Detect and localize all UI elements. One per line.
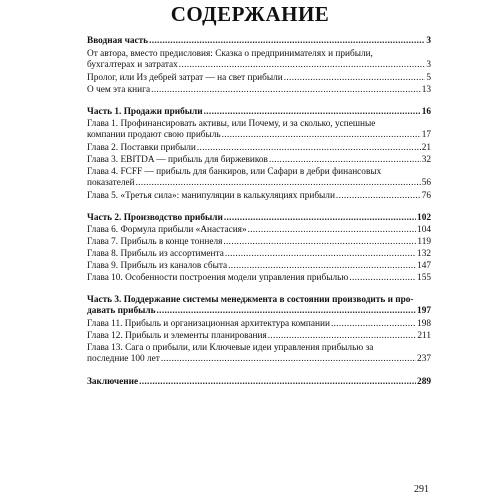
dot-leader: [284, 73, 426, 84]
dot-leader: [157, 306, 417, 317]
dot-leader: [349, 273, 416, 284]
dot-leader: [222, 130, 421, 141]
dot-leader: [225, 249, 416, 260]
page-title: СОДЕРЖАНИЕ: [170, 2, 330, 26]
dot-leader: [269, 155, 421, 166]
toc-entry-about-book: О чем эта книга . . . 13: [87, 85, 431, 96]
dot-leader: [197, 143, 421, 154]
toc-entry-chapter-13: Глава 13. Сага о прибыли, или Ключевые идеи управления прибылью за последние 100 лет . . . 237: [87, 343, 431, 365]
toc-entry-chapter-12: Глава 12. Прибыль и элементы планирования . . . 211: [87, 331, 431, 342]
toc-entry-chapter-4: Глава 4. FCFF — прибыль для банкиров, или Сафари в дебри финансовых показателей . . . 56: [87, 167, 431, 189]
dot-leader: [161, 354, 416, 365]
dot-leader: [336, 191, 421, 202]
toc-entry-conclusion: Заключение . . . 289: [87, 377, 431, 388]
toc-entry-chapter-3: Глава 3. EBITDA — прибыль для биржевиков . . . 32: [87, 155, 431, 166]
dot-leader: [179, 60, 426, 71]
toc-entry-author-foreword: От автора, вместо предисловия: Сказка о предпринимателях и прибыли, бухгалтерах и затратах . . . 3: [87, 49, 431, 71]
page-number: 291: [414, 484, 429, 495]
dot-leader: [139, 377, 416, 388]
dot-leader: [136, 178, 421, 189]
toc-entry-part-2: Часть 2. Производство прибыли . . . 102: [87, 213, 431, 224]
toc-entry-intro: Вводная часть . . . 3: [87, 36, 431, 47]
dot-leader: [149, 36, 425, 47]
toc-entry-part-1: Часть 1. Продажи прибыли . . . 16: [87, 107, 431, 118]
toc-entry-chapter-7: Глава 7. Прибыль в конце тоннеля . . . 119: [87, 237, 431, 248]
dot-leader: [268, 331, 417, 342]
toc-entry-chapter-11: Глава 11. Прибыль и организационная архитектура компании . . . 198: [87, 319, 431, 330]
toc-entry-chapter-9: Глава 9. Прибыль из каналов сбыта . . . 147: [87, 261, 431, 272]
toc-entry-chapter-10: Глава 10. Особенности построения модели управления прибылью . . . 155: [87, 273, 431, 284]
toc-entry-prologue: Пролог, или Из дебрей затрат — на свет прибыли . . . 5: [87, 73, 431, 84]
toc-entry-part-3: Часть 3. Поддержание системы менеджмента в состоянии производить и про- давать прибыль . . . 197: [87, 295, 431, 317]
toc-entry-chapter-5: Глава 5. «Третья сила»: манипуляции в калькуляциях прибыли . . . 76: [87, 191, 431, 202]
dot-leader: [331, 319, 416, 330]
dot-leader: [228, 261, 416, 272]
dot-leader: [248, 225, 416, 236]
dot-leader: [223, 237, 416, 248]
toc-entry-chapter-2: Глава 2. Поставки прибыли . . . 21: [87, 143, 431, 154]
dot-leader: [204, 107, 421, 118]
dot-leader: [151, 85, 421, 96]
dot-leader: [224, 213, 416, 224]
toc-entry-chapter-8: Глава 8. Прибыль из ассортимента . . . 132: [87, 249, 431, 260]
toc-entry-chapter-6: Глава 6. Формула прибыли «Анастасия» . . . 104: [87, 225, 431, 236]
toc-entry-chapter-1: Глава 1. Профинансировать активы, или Почему, и за сколько, успешные компании продают свою прибыль . . . 17: [87, 119, 431, 141]
